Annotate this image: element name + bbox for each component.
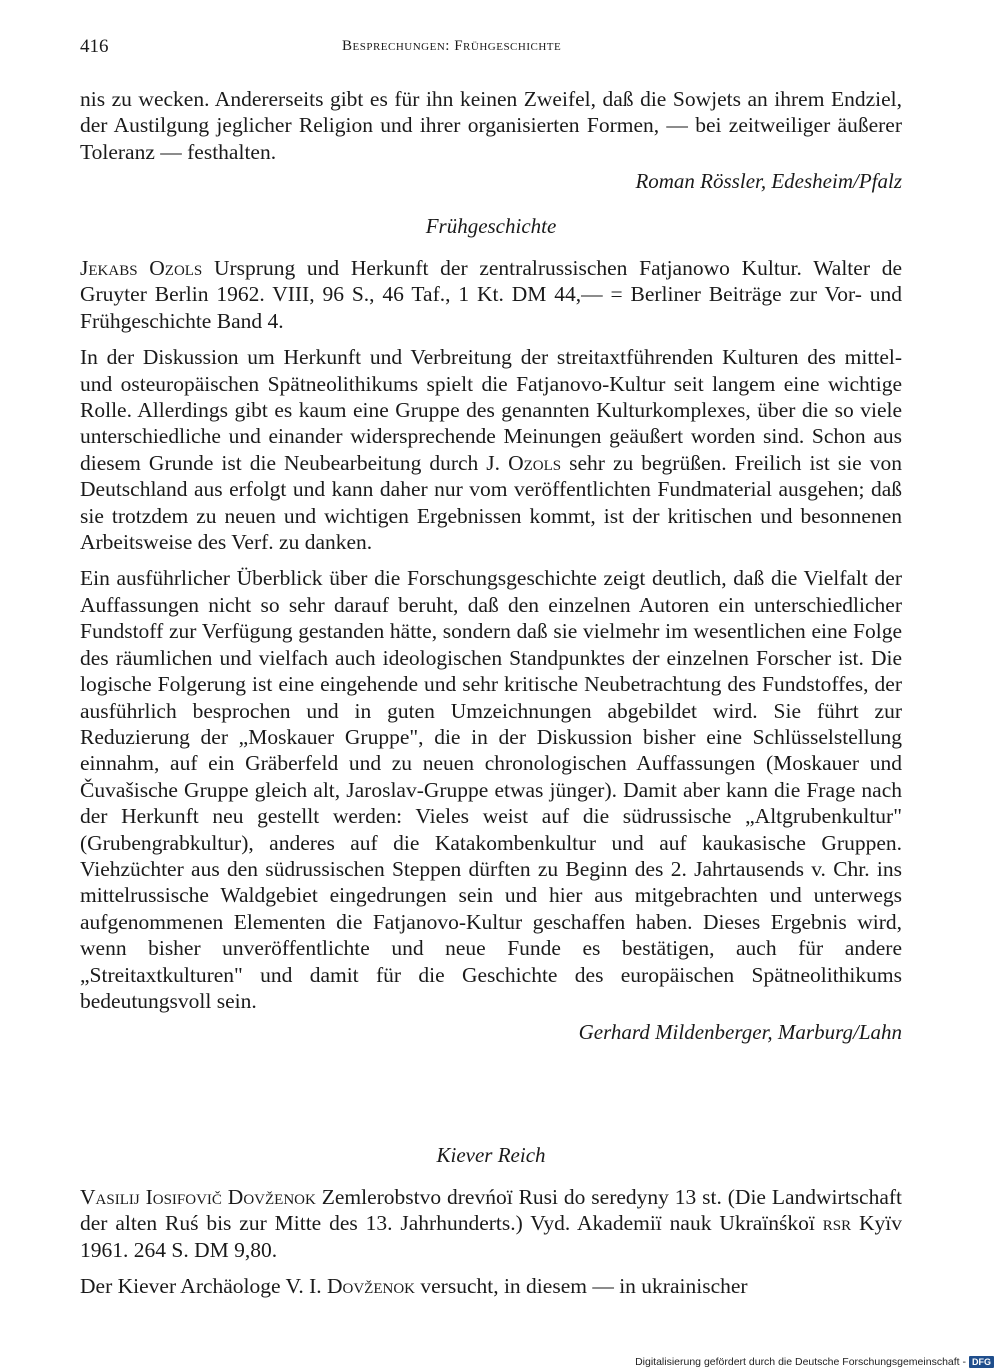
citation-details: Ursprung und Herkunft der zentralrussischen Fatjanowo Kultur. Walter de Gruyter Berlin 1962. VIII, 96 S., 46 Taf., 1 Kt. DM 44,— = Berliner Beiträge zur Vor- und Frühgeschichte Band 4.	[80, 256, 902, 333]
section-fruehgeschichte	[80, 211, 902, 1047]
running-header	[80, 36, 902, 60]
review-continuation	[80, 86, 902, 196]
section-kiever-reich	[80, 1140, 902, 1300]
paragraph-text: In der Diskussion um Herkunft und Verbreitung der streitaxtführenden Kulturen des mittel- und osteuropäischen Spätneolithikums spielt die Fatjanovo-Kultur seit langem eine wichtige Rolle. Allerdings gibt es kaum eine Gruppe des genannten Kulturkomplexes, über die so viele unterschiedliche und einander widersprechende Meinungen geäußert worden sind. Schon aus diesem Grunde ist die Neubearbeitung durch J.	[80, 345, 902, 475]
review-paragraph-2: Ein ausführlicher Überblick über die Forschungsgeschichte zeigt deutlich, daß die Vielfalt der Auffassungen nicht so sehr darauf beruht, daß den einzelnen Autoren ein unterschiedlicher Fundstoff zur Verfügung gestanden hätte, sondern daß sie vielmehr im wesentlichen eine Folge des räumlichen und vielfach auch ideologischen Standpunktes der einzelnen Forscher ist. Die logische Folgerung ist eine eingehende und sehr kritische Neubetrachtung des Fundstoffes, der ausführlich besprochen und in guten Umzeichnungen abgebildet wird. Sie führt zur Reduzierung der „Moskauer Gruppe", die in der Diskussion bisher eine Schlüsselstellung einnahm, auf ein Gräberfeld und zu neuen chronologischen Auffassungen (Moskauer und Čuvašische Gruppe gleich alt, Jaroslav-Gruppe etwas jünger). Damit aber kann die Frage nach der Herkunft neu gestellt werden: Vieles weist auf die südrussische „Altgrubenkultur" (Grubengrabkultur), anderes auf die Katakombenkultur und auf kaukasische Gruppen. Viehzüchter aus den südrussischen Steppen dürften zu Beginn des 2. Jahrtausends v. Chr. ins mittelrussische Waldgebiet eingedrungen sein und hier aus mitgebrachten und unterwegs aufgenommenen Elementen die Fatjanovo-Kultur geschaffen haben. Dieses Ergebnis wird, wenn bisher unveröffentlichte und neue Funde es bestätigen, auch für andere „Streitaxtkulturen" und damit für die Geschichte des europäischen Spätneolithikums bedeutungsvoll sein.	[80, 566, 902, 1013]
running-title: Besprechungen: Frühgeschichte	[342, 38, 562, 54]
book-citation-ozols	[80, 255, 902, 334]
review-paragraph-3	[80, 1273, 902, 1299]
review-paragraph-1	[80, 344, 902, 555]
section-heading-kiever-reich: Kiever Reich	[436, 1143, 546, 1167]
reviewer-signature-1: Roman Rössler, Edesheim/Pfalz	[635, 169, 902, 194]
citation-abbreviation: rsr	[822, 1211, 852, 1236]
paragraph-text: Der Kiever Archäologe V. I.	[80, 1274, 327, 1299]
author-name-inline: Dovženok	[326, 1274, 415, 1299]
review-closing-paragraph: nis zu wecken. Andererseits gibt es für ihn keinen Zweifel, daß die Sowjets an ihrem Endziel, der Austilgung jeglicher Religion und ihrer organisierten Formen, — bei zeitweiliger äußerer Toleranz — festhalten.	[80, 87, 902, 164]
dfg-logo-icon: DFG	[969, 1356, 994, 1368]
citation-details: Zemlerobstvo drevńoï Rusi do seredyny 13 st. (Die Landwirtschaft der alten Ruś bis zur Mitte des 13. Jahrhunderts.) Vyd. Akademiï nauk Ukraïnśkoï	[80, 1185, 903, 1236]
section-heading-fruehgeschichte: Frühgeschichte	[425, 214, 557, 238]
reviewer-signature-2: Gerhard Mildenberger, Marburg/Lahn	[578, 1020, 902, 1045]
citation-author: Vasilij Iosifovič Dovženok	[80, 1185, 316, 1209]
document-page	[80, 0, 902, 1372]
author-name-inline: Ozols	[508, 450, 562, 475]
book-citation-dovzenok	[80, 1184, 902, 1263]
paragraph-text: versucht, in diesem — in ukrainischer	[415, 1274, 748, 1299]
page-number: 416	[80, 36, 109, 57]
citation-author: Jekabs Ozols	[80, 256, 203, 280]
citation-details: Kyïv 1961. 264 S. DM 9,80.	[80, 1211, 903, 1262]
digitization-credit	[635, 1356, 994, 1368]
paragraph-text: sehr zu begrüßen. Freilich ist sie von Deutschland aus erfolgt und kann daher nur vom veröffentlichten Fundmaterial ausgehen; daß sie trotzdem zu neuen und wichtigen Ergebnissen kommt, ist der kritischen und besonnenen Arbeitsweise des Verf. zu danken.	[80, 450, 902, 555]
credit-text: Digitalisierung gefördert durch die Deutsche Forschungsgemeinschaft -	[635, 1356, 966, 1368]
